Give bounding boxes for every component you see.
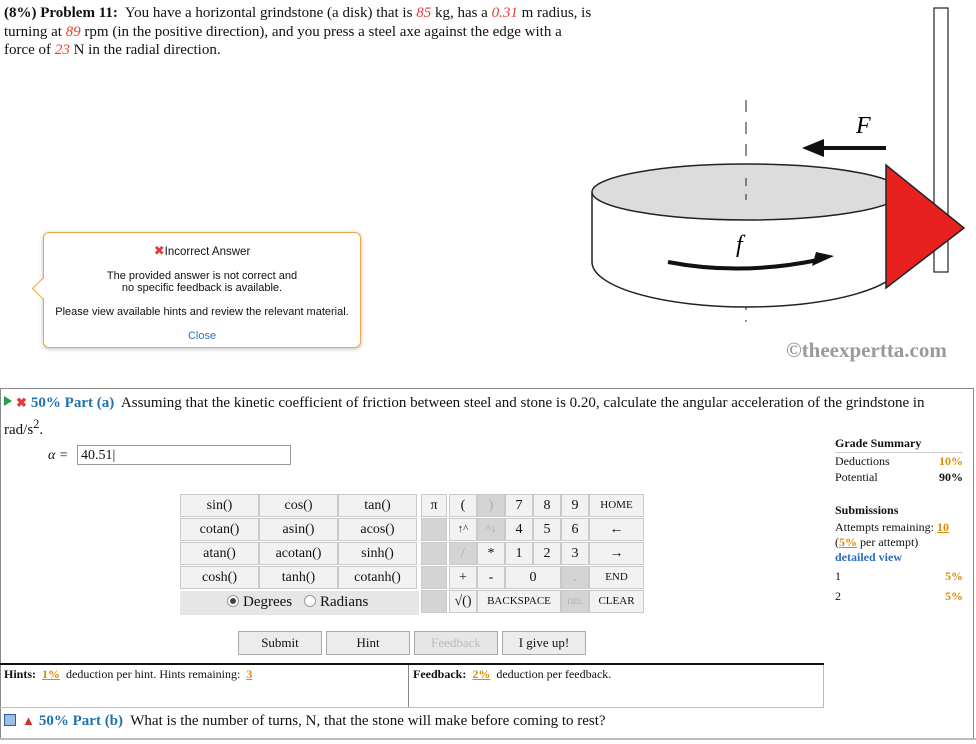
part-a-question [4, 392, 954, 441]
digit-key[interactable]: 3 [561, 542, 589, 565]
per-attempt-open: ( [835, 535, 839, 549]
part-a-end: . [39, 422, 44, 438]
right-paren-key: ) [477, 494, 505, 517]
decimal-key: . [561, 566, 589, 589]
play-icon[interactable] [4, 396, 12, 406]
feedback-label: Feedback: [413, 667, 467, 681]
bottom-divider [0, 738, 976, 740]
feedback-button: Feedback [414, 631, 498, 655]
grindstone-diagram [580, 0, 976, 335]
sqrt-key[interactable]: √() [449, 590, 477, 613]
axe-head [886, 165, 964, 288]
digit-key[interactable]: 5 [533, 518, 561, 541]
warning-icon: ▲ [22, 713, 35, 728]
power-down-key: ^↓ [477, 518, 505, 541]
digit-key[interactable]: 4 [505, 518, 533, 541]
func-key[interactable]: asin() [259, 518, 338, 541]
pi-key[interactable]: π [421, 494, 447, 517]
rpm-value: 89 [65, 23, 81, 40]
per-attempt [835, 535, 963, 550]
func-key[interactable]: acos() [338, 518, 417, 541]
hints-remaining: 3 [246, 667, 253, 681]
home-key[interactable]: HOME [589, 494, 644, 517]
problem-text-1: You have a horizontal grindstone (a disk) that is [124, 5, 413, 21]
popup-message [44, 270, 360, 294]
part-b-text: What is the number of turns, N, that the stone will make before coming to rest? [130, 713, 606, 729]
func-key[interactable]: atan() [180, 542, 259, 565]
submission-deduction: 5% [945, 589, 963, 603]
func-key[interactable]: tan() [338, 494, 417, 517]
hints-separator [408, 665, 409, 707]
submission-deduction: 5% [945, 569, 963, 583]
alpha-label [48, 448, 68, 464]
digit-key[interactable]: 9 [561, 494, 589, 517]
angle-mode [180, 591, 419, 615]
degrees-radio[interactable] [227, 595, 239, 607]
radius-value: 0.31 [491, 5, 518, 21]
hints-pct: 1% [42, 667, 61, 681]
func-key[interactable]: acotan() [259, 542, 338, 565]
popup-title [44, 243, 360, 259]
attempts-label: Attempts remaining: [835, 520, 934, 534]
divide-key[interactable]: / [449, 542, 477, 565]
potential-label: Potential [835, 470, 878, 484]
func-key[interactable]: cosh() [180, 566, 259, 589]
popup-message-line2: no specific feedback is available. [121, 282, 283, 294]
detailed-view-link[interactable]: detailed view [835, 550, 902, 564]
degrees-label: Degrees [243, 594, 293, 610]
attempts-row [835, 520, 963, 535]
submission-number: 2 [835, 589, 841, 603]
popup-message-line1: The provided answer is not correct and [106, 270, 298, 282]
minus-key[interactable]: - [477, 566, 505, 589]
feedback-pct: 2% [472, 667, 491, 681]
right-arrow-key[interactable]: → [589, 542, 644, 565]
hints-info [4, 667, 252, 682]
submission-row [835, 569, 963, 585]
digit-key[interactable]: 0 [505, 566, 561, 589]
submissions-title: Submissions [835, 503, 899, 517]
radians-radio[interactable] [304, 595, 316, 607]
hints-divider [0, 663, 824, 665]
force-arrow-head [802, 139, 824, 157]
degrees-option[interactable] [227, 594, 292, 611]
attempts-value: 10 [936, 520, 949, 534]
deductions-row [835, 454, 963, 470]
part-b-question[interactable] [4, 713, 606, 730]
collapse-icon[interactable] [4, 714, 16, 726]
power-key[interactable]: ↑^ [449, 518, 477, 541]
clear-key[interactable]: CLEAR [589, 590, 644, 613]
force-label: F [856, 113, 871, 139]
digit-key[interactable]: 7 [505, 494, 533, 517]
left-paren-key[interactable]: ( [449, 494, 477, 517]
incorrect-x-icon: ✖ [153, 243, 165, 258]
popup-hint: Please view available hints and review the relevant material. [55, 306, 349, 318]
deductions-value: 10% [939, 454, 963, 468]
blank-key [421, 518, 447, 541]
func-key[interactable]: cotanh() [338, 566, 417, 589]
end-key[interactable]: END [589, 566, 644, 589]
per-attempt-pct: 5% [839, 535, 857, 549]
incorrect-x-icon: ✖ [16, 395, 27, 410]
submit-button[interactable]: Submit [238, 631, 322, 655]
delete-key: DEL [561, 590, 589, 613]
feedback-info [413, 667, 611, 682]
potential-value: 90% [939, 470, 963, 484]
problem-text-2: kg, has a [434, 5, 488, 21]
problem-statement [4, 4, 594, 60]
left-arrow-key[interactable]: ← [589, 518, 644, 541]
func-key[interactable]: sin() [180, 494, 259, 517]
digit-key[interactable]: 6 [561, 518, 589, 541]
radians-option[interactable] [304, 594, 368, 611]
grade-summary [835, 436, 963, 605]
give-up-button[interactable]: I give up! [502, 631, 586, 655]
popup-title-text: Incorrect Answer [164, 246, 251, 258]
digit-key[interactable]: 2 [533, 542, 561, 565]
grade-summary-title: Grade Summary [835, 436, 963, 453]
hints-right [823, 665, 824, 708]
blank-key [421, 590, 447, 613]
watermark: ©theexpertta.com [786, 338, 947, 362]
popup-close-link[interactable]: Close [187, 330, 217, 342]
force-value: 23 [54, 42, 70, 58]
answer-value: 40.51 [81, 448, 113, 463]
part-b-label: 50% Part (b) [38, 713, 124, 729]
hints-bottom [0, 707, 824, 708]
part-a-label: 50% Part (a) [30, 395, 115, 411]
func-key[interactable]: cos() [259, 494, 338, 517]
alpha-symbol: α = [48, 448, 69, 463]
blank-key [421, 566, 447, 589]
potential-row [835, 470, 963, 486]
radians-label: Radians [320, 594, 369, 610]
blank-key [421, 542, 447, 565]
disk-top [592, 164, 902, 220]
func-key[interactable]: cotan() [180, 518, 259, 541]
per-attempt-text: per attempt) [860, 535, 919, 549]
feedback-text: deduction per feedback. [496, 667, 612, 681]
plus-key[interactable]: + [449, 566, 477, 589]
digit-key[interactable]: 1 [505, 542, 533, 565]
problem-text-4: rpm (in the positive direction), and you press a steel axe against the edge with a force of [4, 23, 562, 58]
func-key[interactable]: tanh() [259, 566, 338, 589]
submission-number: 1 [835, 569, 841, 583]
submission-row [835, 589, 963, 605]
mass-value: 85 [416, 5, 432, 21]
func-key[interactable]: sinh() [338, 542, 417, 565]
problem-label: Problem 11: [40, 5, 118, 21]
problem-percent: (8%) [4, 5, 37, 21]
digit-key[interactable]: 8 [533, 494, 561, 517]
answer-input[interactable]: 40.51| [77, 445, 291, 465]
problem-text-3: m radius, is turning at [4, 5, 592, 40]
part-a-exp: 2 [33, 417, 40, 431]
hints-text: deduction per hint. Hints remaining: [66, 667, 241, 681]
deductions-label: Deductions [835, 454, 890, 468]
friction-label: f [736, 232, 743, 258]
backspace-key[interactable]: BACKSPACE [477, 590, 561, 613]
multiply-key[interactable]: * [477, 542, 505, 565]
hint-button[interactable]: Hint [326, 631, 410, 655]
incorrect-answer-popup [43, 232, 361, 348]
hints-label: Hints: [4, 667, 37, 681]
part-a-text: Assuming that the kinetic coefficient of friction between steel and stone is 0.20, calculate the angular acceleration of the grindstone in rad/s [4, 395, 925, 438]
problem-text-5: N in the radial direction. [73, 42, 221, 58]
